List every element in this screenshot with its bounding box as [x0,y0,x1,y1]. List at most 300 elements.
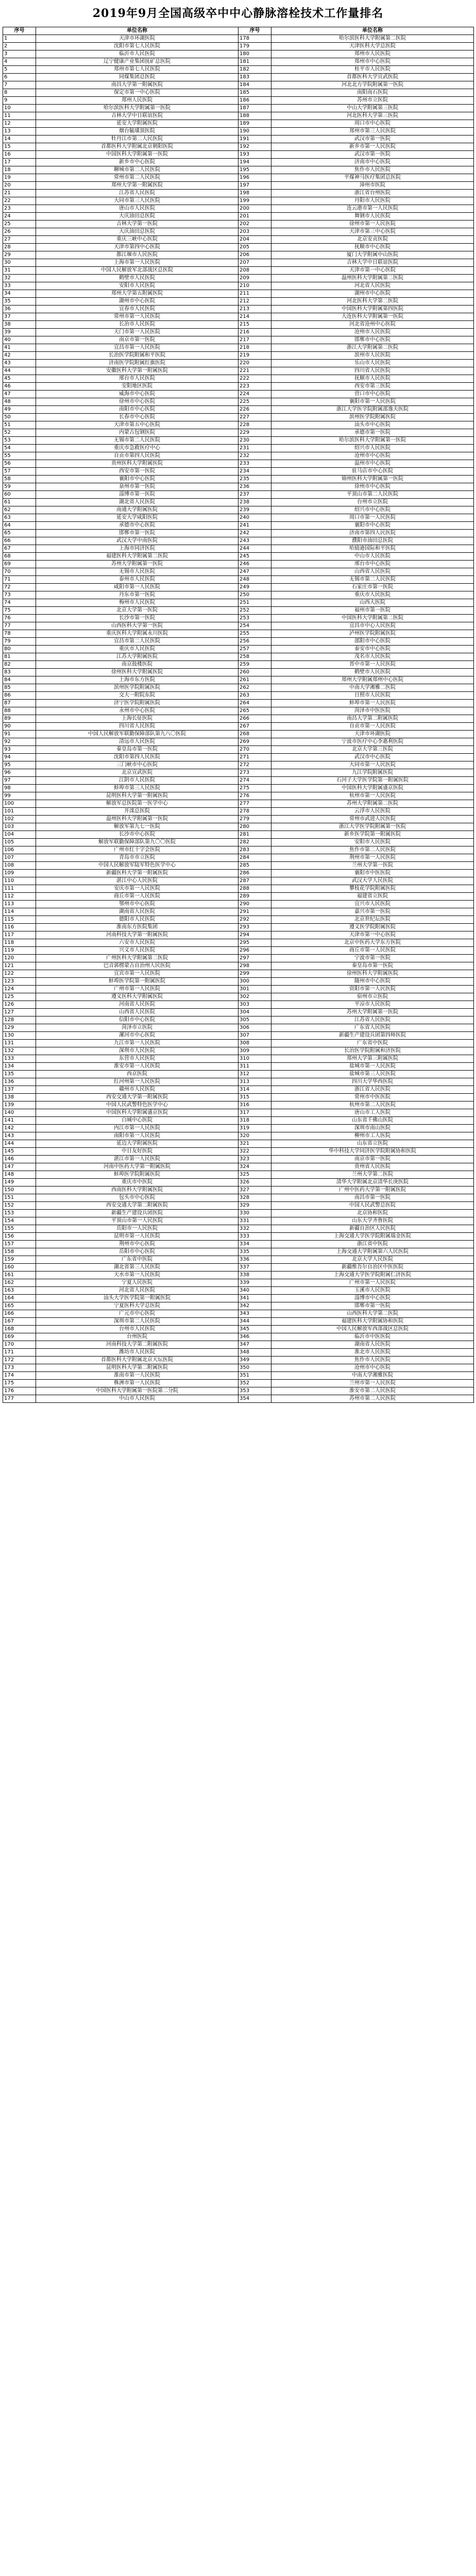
rank-number: 302 [239,993,271,1001]
rank-number: 56 [3,460,36,468]
hospital-name: 辽宁健康产业集团抚矿总医院 [36,58,239,66]
table-row [3,460,474,468]
rank-number: 229 [239,429,271,437]
rank-number: 117 [3,931,36,939]
table-row [3,530,474,537]
rank-number: 263 [239,692,271,700]
rank-number: 346 [239,1333,271,1341]
rank-number: 238 [239,499,271,506]
table-row [3,553,474,561]
rank-number: 226 [239,406,271,414]
hospital-name: 台州市立医院 [271,499,474,506]
hospital-name: 自贡市第一人民医院 [271,723,474,731]
rank-number: 212 [239,298,271,306]
table-row [3,120,474,128]
hospital-name: 泸州医学院附属医院 [271,630,474,638]
rank-number: 149 [3,1179,36,1187]
hospital-name: 广州市第一人民医院 [36,986,239,993]
hospital-name: 天津市第五中心医院 [36,421,239,429]
rank-number: 323 [239,1156,271,1163]
hospital-name: 赣州市人民医院 [36,1086,239,1094]
table-row [3,468,474,476]
rank-number: 317 [239,1109,271,1117]
rank-number: 351 [239,1372,271,1380]
hospital-name: 深圳市人民医院 [36,1047,239,1055]
table-row [3,785,474,792]
hospital-name: 广州市红十字会医院 [36,846,239,854]
table-row [3,1302,474,1310]
rank-number: 256 [239,638,271,646]
rank-number: 343 [239,1310,271,1318]
rank-number: 247 [239,568,271,576]
hospital-name: 郑州市第三人民医院 [271,128,474,135]
rank-number: 152 [3,1202,36,1210]
hospital-name: 徐州市中心医院 [36,398,239,406]
hospital-name: 河北医科大学第二医院 [271,298,474,306]
table-row [3,1217,474,1225]
hospital-name: 山西大医院 [271,599,474,607]
table-row [3,1187,474,1194]
hospital-name: 平顶山市第二人民医院 [271,491,474,499]
rank-number: 20 [3,182,36,190]
table-row [3,1357,474,1364]
rank-number: 164 [3,1295,36,1302]
rank-number: 106 [3,846,36,854]
rank-number: 9 [3,97,36,105]
rank-number: 38 [3,321,36,329]
hospital-name: 临沂市中医医院 [271,1333,474,1341]
table-row [3,1163,474,1171]
table-row [3,669,474,676]
hospital-name: 濮阳市油田总医院 [271,537,474,545]
rank-number: 73 [3,591,36,599]
hospital-name: 温州医科大学附属第一医院 [36,816,239,823]
table-row [3,962,474,970]
rank-number: 277 [239,800,271,808]
hospital-name: 东营市人民医院 [36,1055,239,1063]
hospital-name: 长春市中心医院 [36,414,239,421]
rank-number: 175 [3,1380,36,1387]
hospital-name: 解放军第九七一医院 [36,823,239,831]
rank-number: 220 [239,360,271,367]
rank-number: 262 [239,684,271,692]
rank-number: 202 [239,221,271,228]
hospital-name: 蚌埠医学院附属医院 [36,1171,239,1179]
hospital-name: 遵义医科大学附属医院 [36,993,239,1001]
rank-number: 189 [239,120,271,128]
hospital-name: 天门市第一人民医院 [36,329,239,336]
rank-number: 241 [239,522,271,530]
rank-number: 134 [3,1063,36,1071]
hospital-name: 四川省人民医院 [271,367,474,375]
rank-number: 47 [3,391,36,398]
table-row [3,522,474,530]
rank-number: 70 [3,568,36,576]
table-row [3,66,474,74]
table-row [3,1156,474,1163]
hospital-name: 淮南东方医院集团 [36,924,239,931]
table-row [3,143,474,151]
hospital-name: 梅州市人民医院 [36,599,239,607]
hospital-name: 湖州市中心医院 [36,298,239,306]
rank-number: 159 [3,1256,36,1264]
hospital-name: 焦作市第二人民医院 [271,846,474,854]
hospital-name: 桂平市人民医院 [271,66,474,74]
rank-number: 204 [239,236,271,244]
table-row [3,1310,474,1318]
hospital-name: 长沙市中心医院 [36,831,239,839]
hospital-name: 湛江中心人民医院 [36,877,239,885]
hospital-name: 徐州市第一人民医院 [271,221,474,228]
table-row [3,1032,474,1040]
rank-number: 188 [239,112,271,120]
hospital-name: 昆明医科大学第一附属医院 [36,792,239,800]
hospital-name: 中国人民解放军北部战区总医院 [36,267,239,275]
rank-number: 85 [3,684,36,692]
hospital-name: 山西省人民医院 [36,1009,239,1016]
table-row [3,893,474,901]
rank-number: 62 [3,506,36,514]
rank-number: 291 [239,908,271,916]
rank-number: 192 [239,143,271,151]
rank-number: 143 [3,1132,36,1140]
hospital-name: 抚顺市人民医院 [271,375,474,383]
rank-number: 115 [3,916,36,924]
rank-number: 223 [239,383,271,391]
table-row [3,329,474,336]
rank-number: 325 [239,1171,271,1179]
table-row [3,1016,474,1024]
table-row [3,908,474,916]
rank-number: 97 [3,777,36,785]
rank-number: 239 [239,506,271,514]
rank-number: 348 [239,1349,271,1357]
hospital-name: 北京宣武医院 [36,769,239,777]
table-row [3,1117,474,1125]
hospital-name: 西安交通大学第一附属医院 [36,1094,239,1101]
hospital-name: 郑州大学第三附属医院 [271,1055,474,1063]
hospital-name: 宿州市立医院 [271,993,474,1001]
rank-number: 293 [239,924,271,931]
hospital-name: 哈尔滨医科大学附属第一医院 [271,437,474,445]
table-row [3,537,474,545]
hospital-name: 浙江大学附属第二医院 [271,344,474,352]
table-row [3,112,474,120]
hospital-name: 昆明市第一人民医院 [36,1233,239,1241]
rank-number: 18 [3,166,36,174]
hospital-name: 中日友好医院 [36,1148,239,1156]
rank-number: 141 [3,1117,36,1125]
rank-number: 284 [239,854,271,862]
table-row [3,1040,474,1047]
rank-number: 296 [239,947,271,955]
hospital-name: 四川大学华西医院 [271,1078,474,1086]
table-row [3,761,474,769]
table-row [3,661,474,669]
table-row [3,499,474,506]
hospital-name: 安庆市第一人民医院 [36,885,239,893]
hospital-name: 宜昌市中心人民医院 [271,622,474,630]
rank-number: 153 [3,1210,36,1217]
rank-number: 195 [239,166,271,174]
rank-number: 125 [3,993,36,1001]
rank-number: 103 [3,823,36,831]
hospital-name: 鹤壁市人民医院 [36,275,239,282]
rank-number: 342 [239,1302,271,1310]
table-row [3,352,474,360]
hospital-name: 苏州市立医院 [271,97,474,105]
hospital-name: 盐城市第三人民医院 [271,1071,474,1078]
rank-number: 111 [3,885,36,893]
table-row [3,151,474,159]
hospital-name: 福建医科大学附属协和医院 [271,1318,474,1326]
rank-number: 14 [3,135,36,143]
hospital-name: 济南医学院附属红旗医院 [36,360,239,367]
table-row [3,630,474,638]
hospital-name: 中国人民解放军联勤保障部队第九八〇医院 [36,731,239,738]
hospital-name: 新乡市第一人民医院 [271,143,474,151]
hospital-name: 滨州医学院附属医院 [271,414,474,421]
hospital-name: 玉溪市人民医院 [271,1287,474,1295]
hospital-name: 永州市中心医院 [36,707,239,715]
rank-number: 251 [239,599,271,607]
hospital-name: 云浮市人民医院 [271,808,474,816]
rank-number: 23 [3,205,36,213]
rank-number: 105 [3,839,36,846]
rank-number: 72 [3,584,36,591]
table-row [3,808,474,816]
rank-number: 121 [3,962,36,970]
rank-number: 308 [239,1040,271,1047]
rank-number: 4 [3,58,36,66]
hospital-name: 郑州大学第五附属医院 [36,290,239,298]
rank-number: 59 [3,483,36,491]
hospital-name: 深圳市南山医院 [271,1125,474,1132]
hospital-name: 蚌埠市第一人民医院 [271,700,474,707]
table-row [3,607,474,615]
table-row [3,715,474,723]
rank-number: 285 [239,862,271,870]
hospital-name: 河南中医药大学第一附属医院 [36,1163,239,1171]
hospital-name: 邵阳市中心医院 [271,638,474,646]
hospital-name: 中国医科大学附属第一医院第二分院 [36,1387,239,1395]
rank-number: 186 [239,97,271,105]
rank-number: 311 [239,1063,271,1071]
hospital-name: 湖北省第三人民医院 [36,1264,239,1272]
hospital-name: 宁夏医科大学总医院 [36,1302,239,1310]
hospital-name: 杭州市第一人民医院 [271,792,474,800]
table-row [3,1140,474,1148]
hospital-name: 郑州市人民医院 [271,50,474,58]
table-row [3,1395,474,1403]
rank-number: 31 [3,267,36,275]
rank-number: 230 [239,437,271,445]
table-row [3,676,474,684]
hospital-name: 河北省沧州中心医院 [271,321,474,329]
rank-number: 32 [3,275,36,282]
table-row [3,244,474,251]
table-row [3,939,474,947]
rank-number: 267 [239,723,271,731]
rank-number: 78 [3,630,36,638]
rank-number: 321 [239,1140,271,1148]
rank-number: 254 [239,622,271,630]
rank-number: 322 [239,1148,271,1156]
hospital-name: 贵州医科大学附属医院 [36,460,239,468]
rank-number: 132 [3,1047,36,1055]
rank-number: 40 [3,336,36,344]
rank-number: 21 [3,190,36,197]
rank-number: 327 [239,1187,271,1194]
rank-number: 294 [239,931,271,939]
hospital-name: 济南市第四人民医院 [271,530,474,537]
hospital-name: 信阳市中心医院 [36,1016,239,1024]
rank-number: 108 [3,862,36,870]
rank-number: 84 [3,676,36,684]
rank-number: 140 [3,1109,36,1117]
hospital-name: 首都医科大学附属北京朝阳医院 [36,143,239,151]
rank-number: 232 [239,452,271,460]
rank-number: 307 [239,1032,271,1040]
hospital-name: 宜宾市第一人民医院 [36,970,239,978]
hospital-name: 北京安贞医院 [271,236,474,244]
hospital-name: 大庆油田总医院 [36,228,239,236]
table-row [3,638,474,646]
table-row [3,1202,474,1210]
hospital-name: 淄博市中心医院 [271,1295,474,1302]
rank-number: 281 [239,831,271,839]
table-row [3,591,474,599]
hospital-name: 中国医科大学附属第一医院 [36,151,239,159]
hospital-name: 天津市第四中心医院 [36,244,239,251]
hospital-name: 贵州省人民医院 [271,1163,474,1171]
table-row [3,622,474,630]
rank-number: 303 [239,1001,271,1009]
hospital-name: 三门峡市中心医院 [36,761,239,769]
table-row [3,429,474,437]
hospital-name: 淮南市第一人民医院 [36,1372,239,1380]
hospital-name: 内蒙古包钢医院 [36,429,239,437]
table-row [3,746,474,754]
table-row [3,275,474,282]
hospital-name: 新疆生产建设兵团医院 [36,1210,239,1217]
hospital-name: 自贡市第四人民医院 [36,452,239,460]
hospital-name: 郑州大学附属郑州中心医院 [271,676,474,684]
hospital-name: 新乡医学院第一附属医院 [271,831,474,839]
hospital-name: 天津市第三中心医院 [271,228,474,236]
hospital-name: 汕头市中心医院 [271,421,474,429]
hospital-name: 清华大学附属北京清华长庚医院 [271,1179,474,1187]
rank-number: 336 [239,1256,271,1264]
table-row [3,135,474,143]
table-row [3,1078,474,1086]
rank-number: 146 [3,1156,36,1163]
hospital-name: 中南大学湘雅二医院 [271,684,474,692]
hospital-name: 漯河市中心医院 [36,1032,239,1040]
hospital-name: 广元市中心医院 [36,1310,239,1318]
rank-number: 275 [239,785,271,792]
table-row [3,190,474,197]
table-row [3,437,474,445]
hospital-name: 乐山市人民医院 [271,360,474,367]
rank-number: 280 [239,823,271,831]
rank-number: 274 [239,777,271,785]
hospital-name: 都江堰市人民医院 [36,251,239,259]
rank-number: 46 [3,383,36,391]
hospital-name: 重庆市人民医院 [271,591,474,599]
rank-number: 34 [3,290,36,298]
hospital-name: 湖州市中心医院 [271,290,474,298]
table-row [3,251,474,259]
hospital-name: 南通大学附属医院 [36,506,239,514]
hospital-name: 延安大学附属医院 [36,120,239,128]
rank-number: 101 [3,808,36,816]
table-row [3,769,474,777]
hospital-name: 广州中医药大学第一附属医院 [271,1187,474,1194]
hospital-name: 菏泽市中医医院 [271,707,474,715]
hospital-name: 安阳市人民医院 [36,282,239,290]
rank-number: 353 [239,1387,271,1395]
rank-number: 222 [239,375,271,383]
rank-number: 298 [239,962,271,970]
hospital-name: 新疆医科大学第一附属医院 [36,870,239,877]
hospital-name: 长沙市第一医院 [36,615,239,622]
hospital-name: 哈尔滨医科大学附属第一医院 [36,105,239,112]
rank-number: 319 [239,1125,271,1132]
table-row [3,321,474,329]
table-row [3,298,474,306]
rank-number: 244 [239,545,271,553]
table-row [3,568,474,576]
rank-number: 193 [239,151,271,159]
table-row [3,692,474,700]
hospital-name: 上海交通大学附属第六人民医院 [271,1248,474,1256]
rank-number: 313 [239,1078,271,1086]
hospital-name: 秦皇岛市第一医院 [36,746,239,754]
hospital-name: 秦皇岛市第一医院 [271,962,474,970]
table-row [3,978,474,986]
table-row [3,159,474,166]
rank-number: 95 [3,761,36,769]
hospital-name: 延安大学咸阳医院 [36,514,239,522]
hospital-name: 浙江省台州医院 [271,190,474,197]
hospital-name: 解放军联勤保障部队第九〇〇医院 [36,839,239,846]
hospital-name: 舞钢市人民医院 [271,213,474,221]
rank-number: 224 [239,391,271,398]
hospital-name: 菏泽市立医院 [36,1024,239,1032]
hospital-name: 柳州市工人医院 [271,1132,474,1140]
rank-number: 61 [3,499,36,506]
table-row [3,901,474,908]
rank-number: 173 [3,1364,36,1372]
rank-number: 279 [239,816,271,823]
hospital-name: 襄阳市中心医院 [36,476,239,483]
table-row [3,653,474,661]
table-row [3,506,474,514]
table-row [3,1364,474,1372]
hospital-name: 中国人民武警特色医学中心 [36,1101,239,1109]
table-row [3,35,474,43]
hospital-name: 北京中医药大学东方医院 [271,939,474,947]
rank-number: 299 [239,970,271,978]
hospital-name: 北京大学第一医院 [36,607,239,615]
hospital-name: 上海市第一人民医院 [36,259,239,267]
rank-number: 45 [3,375,36,383]
rank-number: 83 [3,669,36,676]
hospital-name: 温州市中心医院 [271,460,474,468]
table-row [3,221,474,228]
rank-number: 304 [239,1009,271,1016]
